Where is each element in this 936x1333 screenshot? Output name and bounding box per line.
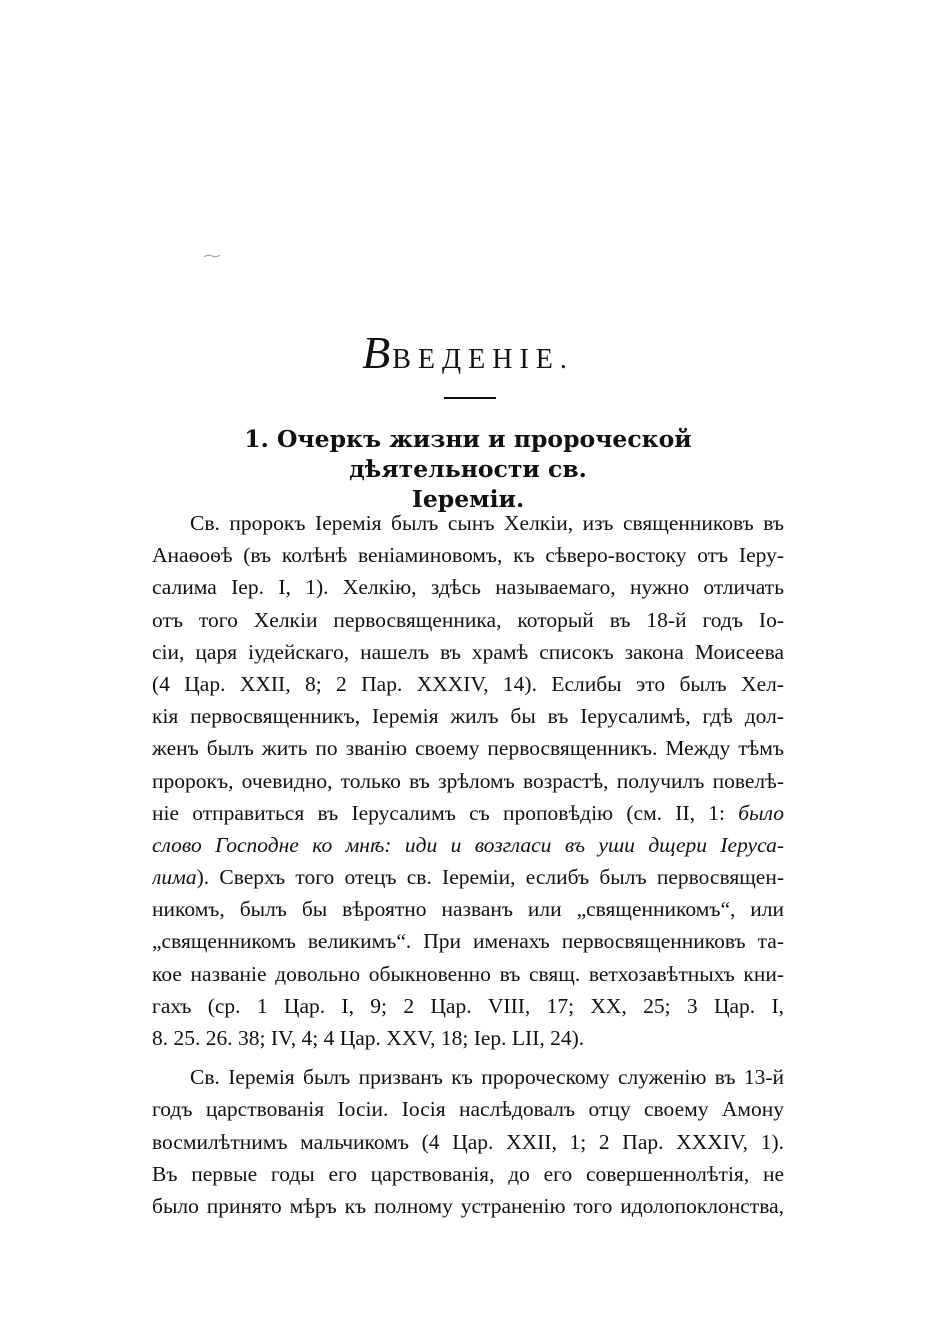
text-line: было принято мѣръ къ полному устраненію того идолопоклонства, bbox=[152, 1193, 784, 1218]
text-line: салима Іер. I, 1). Хелкію, здѣсь называемаго, нужно отличать bbox=[152, 575, 784, 600]
italic-quote: лима bbox=[152, 865, 197, 890]
text-line: сіи, царя іудейскаго, нашелъ въ храмѣ списокъ закона Моисеева bbox=[152, 639, 784, 664]
stray-ink-mark bbox=[203, 252, 221, 260]
section-heading-line-2: Іереміи. bbox=[411, 485, 525, 513]
text-line-mixed bbox=[152, 829, 784, 861]
page-title bbox=[0, 326, 936, 379]
text-line: восмилѣтнимъ мальчикомъ (4 Цар. XXII, 1; 2 Пар. XXXIV, 1). bbox=[152, 1129, 784, 1154]
text-line: (4 Цар. XXII, 8; 2 Пар. XXXIV, 14). Еслибы это былъ Хел- bbox=[152, 671, 784, 696]
text-line: кія первосвященникъ, Іеремія жилъ бы въ Іерусалимѣ, гдѣ дол- bbox=[152, 704, 784, 729]
text-line: Анаѳоѳѣ (въ колѣнѣ веніаминовомъ, къ сѣверо-востоку отъ Іеру- bbox=[152, 543, 784, 568]
body-text bbox=[152, 507, 784, 1222]
text-line: Въ первые годы его царствованія, до его совершеннолѣтія, не bbox=[152, 1161, 784, 1186]
paragraph-1 bbox=[152, 507, 784, 1054]
text-line: гахъ (ср. 1 Цар. I, 9; 2 Цар. VIII, 17; XX, 25; 3 Цар. I, bbox=[152, 993, 784, 1018]
text-line: женъ былъ жить по званію своему первосвященникъ. Между тѣмъ bbox=[152, 736, 784, 761]
text-line: пророкъ, очевидно, только въ зрѣломъ возрастѣ, получилъ повелѣ- bbox=[152, 768, 784, 793]
text-line: никомъ, былъ бы вѣроятно названъ или „священникомъ“, или bbox=[152, 897, 784, 922]
title-initial: В bbox=[362, 327, 393, 378]
text-fragment: ніе отправиться въ Іерусалимъ съ проповѣдію (см. II, 1: bbox=[152, 800, 739, 825]
text-line: 8. 25. 26. 38; IV, 4; 4 Цар. XXV, 18; Іер. LII, 24). bbox=[152, 1026, 585, 1050]
italic-quote: слово Господне ко мнѣ: иди и возгласи въ уши дщери Іеруса- bbox=[152, 832, 784, 857]
section-heading-line-1: 1. Очеркъ жизни и пророческой дѣятельности св. bbox=[244, 425, 692, 483]
section-heading bbox=[150, 424, 786, 514]
text-fragment: ). Сверхъ того отецъ св. Іереміи, еслибъ былъ первосвящен- bbox=[196, 865, 784, 890]
text-line: Св. Іеремія былъ призванъ къ пророческому служенію въ 13-й bbox=[190, 1065, 784, 1090]
text-line: кое названіе довольно обыкновенно въ свящ. ветхозавѣтныхъ кни- bbox=[152, 961, 784, 986]
italic-quote: было bbox=[738, 800, 784, 825]
text-line: годъ царствованія Іосіи. Іосія наслѣдовалъ отцу своему Амону bbox=[152, 1097, 784, 1122]
paragraph-2 bbox=[152, 1061, 784, 1222]
title-divider bbox=[444, 397, 496, 399]
title-rest: ВЕДЕНІЕ. bbox=[392, 344, 574, 375]
text-line-mixed bbox=[152, 797, 784, 829]
text-line: отъ того Хелкіи первосвященника, который въ 18-й годъ Іо- bbox=[152, 607, 784, 632]
text-line: „священникомъ великимъ“. При именахъ первосвященниковъ та- bbox=[152, 929, 784, 954]
text-line: Св. пророкъ Іеремія былъ сынъ Хелкіи, изъ священниковъ въ bbox=[190, 511, 784, 535]
text-line-mixed bbox=[152, 861, 784, 893]
